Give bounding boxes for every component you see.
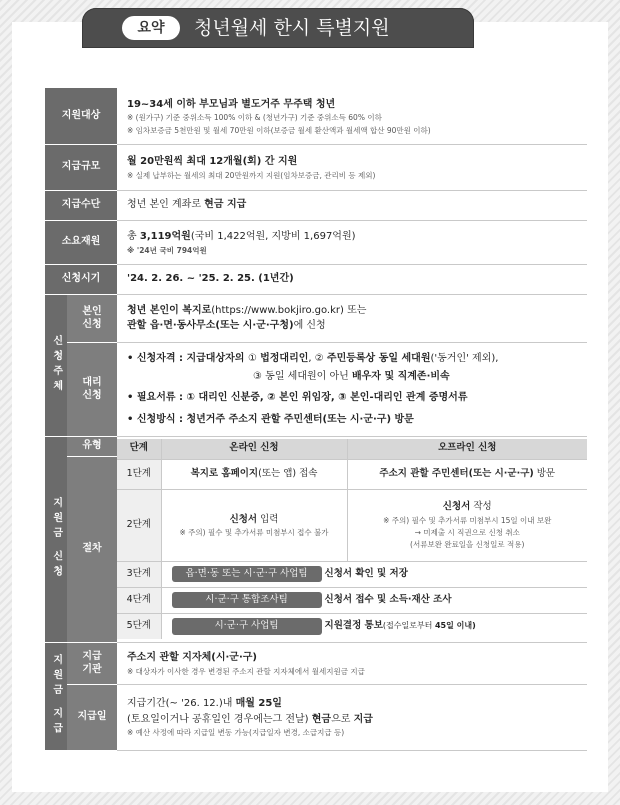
step5-text-bold: 지원결정 통보	[324, 619, 383, 631]
step1-online-bold: 복지로 홈페이지	[190, 467, 259, 479]
proxy-method: • 신청방식 : 청년거주 주소지 관할 주민센터(또는 시·군·구) 방문	[127, 413, 414, 425]
proxy-qual-label: • 신청자격 : 지급대상자의	[127, 353, 248, 364]
step5-team: 시·군·구 사업팀	[172, 618, 322, 635]
label-payday: 지급일	[67, 684, 117, 750]
proxy-qual-a: ①	[247, 353, 261, 364]
budget-content	[117, 220, 587, 264]
proxy-docs: • 필요서류 : ① 대리인 신분증, ② 본인 위임장, ③ 본인-대리인 관계 증명서류	[127, 392, 468, 403]
step5-text-paren: (접수일로부터	[382, 620, 435, 630]
label-agency: 지급 기관	[67, 642, 117, 684]
header-tab	[82, 8, 474, 48]
label-budget: 소요재원	[45, 220, 117, 264]
period-content: '24. 2. 26. ~ '25. 2. 25. (1년간)	[117, 264, 587, 294]
summary-tag: 요약	[122, 16, 180, 40]
step4-text: 신청서 접수 및 소득·재산 조사	[324, 593, 452, 605]
proxy-apply-content	[117, 342, 587, 436]
summary-table	[45, 88, 587, 751]
budget-post: (국비 1,422억원, 지방비 1,697억원)	[190, 231, 356, 243]
scale-main: 월 20만원씩 최대 12개월(회) 간 지원	[127, 156, 298, 168]
target-content	[117, 88, 587, 144]
label-method: 지급수단	[45, 190, 117, 220]
procedure-table-cell	[117, 436, 587, 642]
agency-main: 주소지 관할 지자체(시·군·구)	[127, 652, 257, 664]
offline-head: 오프라인 신청	[347, 439, 587, 459]
step5-content	[161, 613, 587, 639]
step3-content	[161, 561, 587, 587]
payday-line2-pre: (토요일이거나 공휴일인 경우에는그 전날)	[127, 713, 312, 725]
payday-cash: 현금	[311, 713, 332, 725]
step4-label: 4단계	[117, 587, 161, 613]
proxy-qual-a-bold: 법정대리인	[260, 353, 309, 364]
step2-label: 2단계	[117, 489, 161, 561]
self-line2-rest: 에 신청	[293, 320, 326, 331]
online-head: 온라인 신청	[161, 439, 347, 459]
step2-offline-note2: → 미제출 시 직권으로 신청 취소	[414, 528, 520, 538]
label-period: 신청시기	[45, 264, 117, 294]
step5-text-days: 45일	[434, 620, 454, 630]
label-procedure-group: 지원금 신청	[45, 436, 67, 642]
step2-offline-bold: 신청서	[442, 501, 471, 513]
step2-online-rest: 입력	[257, 513, 279, 525]
label-applicant-group: 신청주체	[45, 294, 67, 436]
step1-offline	[347, 459, 587, 489]
proxy-qual-b: , ②	[308, 353, 327, 364]
label-payment-group: 지원금 지급	[45, 642, 67, 750]
label-self-apply: 본인 신청	[67, 294, 117, 342]
payday-content	[117, 684, 587, 750]
proxy-qual-c: ③ 동일 세대원이 아닌	[253, 370, 352, 382]
self-line1-rest: (https://www.bokjiro.go.kr) 또는	[211, 304, 367, 316]
method-bold: 현금 지급	[204, 199, 247, 211]
method-pre: 청년 본인 계좌로	[127, 199, 205, 211]
label-target: 지원대상	[45, 88, 117, 144]
target-note2: ※ 임차보증금 5천만원 및 월세 70만원 이하(보증금 월세 환산액과 월세액 합산 90만원 이하)	[127, 125, 431, 135]
payday-line1-bold: 매월 25일	[235, 698, 282, 710]
budget-bold: 3,119억원	[139, 231, 191, 243]
scale-note: ※ 실제 납부하는 월세의 최대 20만원까지 지원(임차보증금, 관리비 등 제외)	[127, 170, 376, 180]
step1-offline-rest: 방문	[533, 467, 556, 479]
step4-team: 시·군·구 통합조사팀	[172, 592, 322, 609]
self-apply-content	[117, 294, 587, 342]
step2-online-note: ※ 주의) 필수 및 추가서류 미첨부시 접수 불가	[179, 528, 329, 538]
method-content	[117, 190, 587, 220]
proxy-qual-c-bold: 배우자 및 직계존·비속	[351, 370, 450, 382]
proxy-qual-b-bold: 주민등록상 동일 세대원	[326, 353, 431, 364]
budget-note: ※ '24년 국비 794억원	[127, 245, 207, 255]
proxy-qual-b-rest: ('동거인' 제외),	[430, 353, 499, 364]
target-note1: ※ (원가구) 기준 중위소득 100% 이하 & (청년가구) 기준 중위소득 60% 이하	[127, 113, 382, 123]
step-head: 단계	[117, 439, 161, 459]
step5-text-end: 이내)	[453, 620, 476, 630]
step2-offline-note1: ※ 주의) 필수 및 추가서류 미첨부시 15일 이내 보완	[383, 516, 552, 526]
page-title: 청년월세 한시 특별지원	[194, 17, 390, 39]
label-procedure: 절차	[67, 456, 117, 642]
label-proxy-apply: 대리 신청	[67, 342, 117, 436]
step2-offline-rest: 작성	[470, 501, 492, 513]
step2-offline-note3: (서류보완 완료일을 신청일로 적용)	[410, 540, 525, 550]
self-line2-bold: 관할 읍·면·동사무소(또는 시·군·구청)	[127, 320, 294, 331]
agency-content	[117, 642, 587, 684]
target-main: 19~34세 이하 부모님과 별도거주 무주택 청년	[127, 98, 336, 110]
agency-note: ※ 대상자가 이사한 경우 변경된 주소지 관할 지자체에서 월세지원금 지급	[127, 666, 365, 676]
step3-label: 3단계	[117, 561, 161, 587]
step1-offline-bold: 주소지 관할 주민센터(또는 시·군·구)	[379, 467, 534, 479]
budget-pre: 총	[127, 231, 140, 243]
step5-label: 5단계	[117, 613, 161, 639]
payday-line1-pre: 지급기간(~ '26. 12.)내	[127, 698, 236, 710]
step1-label: 1단계	[117, 459, 161, 489]
label-scale: 지급규모	[45, 144, 117, 190]
step2-offline	[347, 489, 587, 561]
scale-content	[117, 144, 587, 190]
step4-content	[161, 587, 587, 613]
self-line1-bold: 청년 본인이 복지로	[127, 304, 212, 316]
step3-text: 신청서 확인 및 저장	[324, 567, 408, 579]
payday-note: ※ 예산 사정에 따라 지급일 변동 가능(지급일자 변경, 소급지급 등)	[127, 728, 345, 738]
step2-online-bold: 신청서	[229, 513, 258, 525]
label-type: 유형	[67, 436, 117, 456]
procedure-table	[117, 439, 587, 639]
step3-team: 읍·면·동 또는 시·군·구 사업팀	[172, 566, 322, 583]
payday-line2-mid: 으로	[331, 713, 354, 725]
step2-online	[161, 489, 347, 561]
step1-online	[161, 459, 347, 489]
step1-online-rest: (또는 앱) 접속	[258, 467, 318, 479]
payday-pay: 지급	[353, 713, 373, 725]
